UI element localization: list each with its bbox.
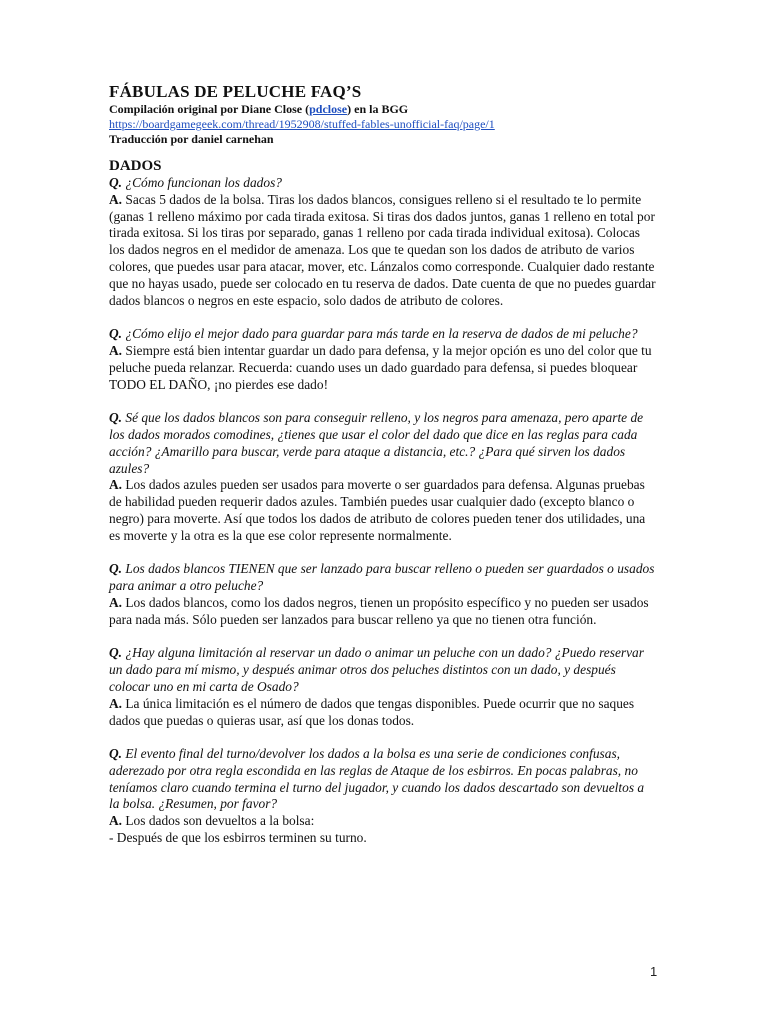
answer xyxy=(109,696,657,730)
qa-item xyxy=(109,175,657,309)
document-page xyxy=(109,82,657,847)
question-text: ¿Hay alguna limitación al reservar un dado o animar un peluche con un dado? ¿Puedo reservar un dado para mí mismo, y después animar otros dos peluches distintos con un dado, y después colocar uno en mi carta de Osado? xyxy=(109,645,644,694)
question xyxy=(109,645,657,695)
question-text: El evento final del turno/devolver los dados a la bolsa es una serie de condiciones confusas, aderezado por otra regla escondida en las reglas de Ataque de los esbirros. En pocas palabras, no teníamos claro cuando termina el turno del jugador, y cuando los dados descartado son devueltos a la bolsa. ¿Resumen, por favor? xyxy=(109,746,645,812)
answer-text: Siempre está bien intentar guardar un dado para defensa, y la mejor opción es uno del color que tu peluche pueda relanzar. Recuerda: cuando uses un dado guardado para defensa, si puedes bloquear TODO EL DAÑO, ¡no pierdes ese dado! xyxy=(109,342,652,392)
question xyxy=(109,175,657,192)
answer-list-item: - Después de que los esbirros terminen su turno. xyxy=(109,830,367,846)
question-text: ¿Cómo elijo el mejor dado para guardar para más tarde en la reserva de dados de mi peluche? xyxy=(122,326,638,342)
question-label: Q. xyxy=(109,175,123,190)
question-label: Q. xyxy=(109,410,123,426)
answer-text: Los dados blancos, como los dados negros, tienen un propósito específico y no pueden ser usados para nada más. Sólo pueden ser lanzados para buscar relleno ya que no tienen otra función. xyxy=(109,594,649,627)
answer-label: A. xyxy=(109,594,123,610)
question-text: Los dados blancos TIENEN que ser lanzado para buscar relleno o pueden ser guardados o usados para animar a otro peluche? xyxy=(109,561,655,594)
question-label: Q. xyxy=(109,326,123,342)
source-url-link[interactable]: https://boardgamegeek.com/thread/1952908/stuffed-fables-unofficial-faq/page/1 xyxy=(109,117,495,131)
question xyxy=(109,746,657,813)
answer xyxy=(109,595,657,629)
compilation-credit xyxy=(109,102,657,117)
qa-item xyxy=(109,746,657,847)
answer-label: A. xyxy=(109,342,123,358)
answer-label: A. xyxy=(109,191,123,207)
question-text: ¿Cómo funcionan los dados? xyxy=(122,175,282,190)
question xyxy=(109,561,657,595)
answer-text: Los dados azules pueden ser usados para moverte o ser guardados para defensa. Algunas pruebas de habilidad pueden requerir dados azules. También puedes usar cualquier dado (excepto blanco o negro) para moverte. Así que todos los dados de atributo de colores pueden tener dos utilidades, una es moverte y la otra es la que ese color represente normalmente. xyxy=(109,477,646,543)
qa-item xyxy=(109,326,657,393)
translation-credit: Traducción por daniel carnehan xyxy=(109,132,274,146)
compilation-prefix: Compilación original por Diane Close ( xyxy=(109,102,310,116)
answer-text: Los dados son devueltos a la bolsa: xyxy=(122,813,315,829)
question-label: Q. xyxy=(109,561,123,577)
question xyxy=(109,326,657,343)
qa-item xyxy=(109,561,657,628)
qa-item xyxy=(109,410,657,544)
question-text: Sé que los dados blancos son para conseguir relleno, y los negros para amenaza, pero aparte de los dados morados comodines, ¿tienes que usar el color del dado que dice en las reglas para cada acción? ¿Amarillo para buscar, verde para ataque a distancia, etc.? ¿Para qué sirven los dados azules? xyxy=(109,410,644,476)
answer-label: A. xyxy=(109,813,123,829)
question-label: Q. xyxy=(109,746,123,762)
answer xyxy=(109,192,657,310)
question-label: Q. xyxy=(109,645,123,661)
answer xyxy=(109,343,657,393)
compilation-suffix: ) en la BGG xyxy=(347,102,409,116)
answer-text: Sacas 5 dados de la bolsa. Tiras los dados blancos, consigues relleno si el resultado te lo permite (ganas 1 relleno máximo por cada tirada exitosa. Si tiras dos dados juntos, ganas 1 relleno en total por tirada exitosa. Si los tiras por separado, ganas 1 relleno por cada tirada individual exitosa). Colocas los dados negros en el medidor de amenaza. Los que te quedan son los dados de atributo de varios colores, que puedes usar para atacar, mover, etc. Lánzalos como corresponde. Cualquier dado restante que no hayas usado, puede ser colocado en tu reserva de dados. Date cuenta de que no puedes guardar dados blancos o negros en este espacio, solo dados de atributo de colores. xyxy=(109,191,656,308)
answer xyxy=(109,477,657,544)
page-number: 1 xyxy=(650,964,658,979)
answer-text: La única limitación es el número de dados que tengas disponibles. Puede ocurrir que no saques dados que puedas o quieras usar, así que los donas todos. xyxy=(109,695,635,728)
answer xyxy=(109,813,657,830)
section-title: DADOS xyxy=(109,158,162,174)
answer-label: A. xyxy=(109,477,123,493)
question xyxy=(109,410,657,477)
author-link[interactable]: pdclose xyxy=(309,102,348,116)
document-title: FÁBULAS DE PELUCHE FAQ’S xyxy=(109,82,362,101)
answer-label: A. xyxy=(109,695,123,711)
qa-item xyxy=(109,645,657,729)
